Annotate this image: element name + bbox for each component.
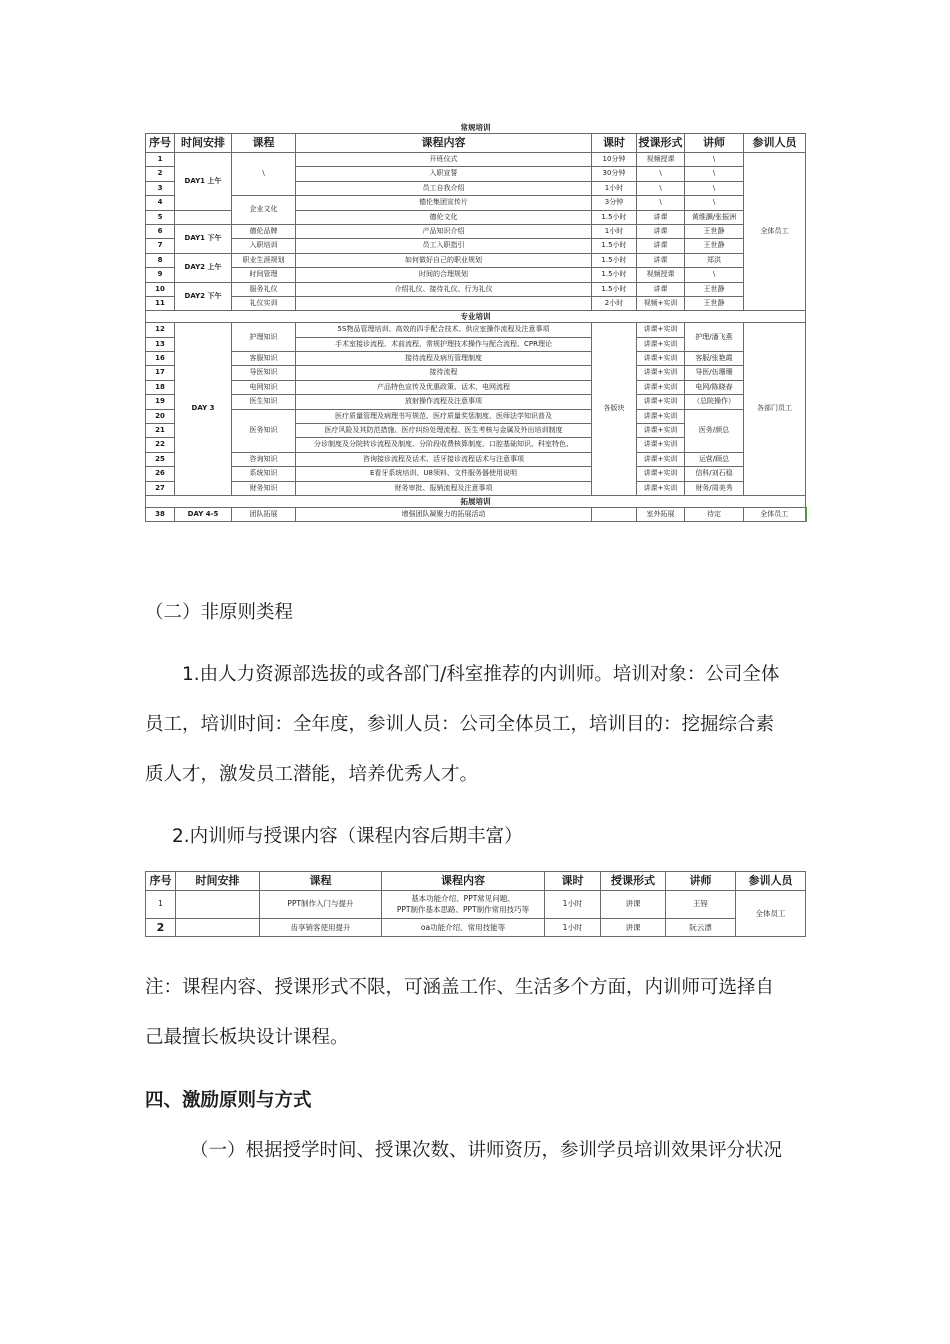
time-slot: DAY2 下午 xyxy=(175,282,232,311)
section-title: 拓展培训 xyxy=(146,495,806,507)
col-header: 授课形式 xyxy=(601,872,666,891)
section-title: 专业培训 xyxy=(146,311,806,323)
hours: 30分钟 xyxy=(592,167,637,181)
col-header: 课时 xyxy=(545,872,601,891)
form: 讲课+实训 xyxy=(637,424,685,438)
row-no: 26 xyxy=(146,467,175,481)
col-header: 课程内容 xyxy=(296,134,592,153)
paragraph-line: 2.内训师与授课内容（课程内容后期丰富） xyxy=(172,826,523,847)
hours: 3分钟 xyxy=(592,196,637,210)
time-slot: DAY 4-5 xyxy=(175,507,232,521)
course: 医生知识 xyxy=(232,395,296,409)
teacher: 运营/顾总 xyxy=(685,452,744,466)
table-row xyxy=(146,323,806,337)
content: 德伦集团宣传片 xyxy=(296,196,592,210)
row-no: 9 xyxy=(146,268,175,282)
teacher: \ xyxy=(685,196,744,210)
course: PPT制作入门与提升 xyxy=(260,891,382,919)
paragraph-line: 1.由人力资源部选拔的或各部门/科室推荐的内训师。培训对象：公司全体 xyxy=(182,664,780,685)
section-row xyxy=(146,495,806,507)
table-row xyxy=(146,196,806,210)
form: 讲课+实训 xyxy=(637,366,685,380)
time-slot: DAY1 下午 xyxy=(175,224,232,253)
paragraph-line: 员工，培训时间：全年度，参训人员：公司全体员工，培训目的：挖掘综合素 xyxy=(145,714,775,735)
form: 讲课+实训 xyxy=(637,380,685,394)
course: 导医知识 xyxy=(232,366,296,380)
content: 放射操作流程及注意事项 xyxy=(296,395,592,409)
row-no: 4 xyxy=(146,196,175,210)
time-slot: DAY 3 xyxy=(175,323,232,496)
content: 入职宣誓 xyxy=(296,167,592,181)
row-no: 5 xyxy=(146,210,175,224)
teacher: 财务/周美秀 xyxy=(685,481,744,495)
row-no: 8 xyxy=(146,253,175,267)
form: \ xyxy=(637,181,685,195)
content: 产品特色宣传及优惠政策、话术、电网流程 xyxy=(296,380,592,394)
col-header: 讲师 xyxy=(666,872,736,891)
col-header: 课程 xyxy=(232,134,296,153)
paragraph-line: （一）根据授学时间、授课次数、讲师资历，参训学员培训效果评分状况 xyxy=(190,1140,783,1161)
col-header: 参训人员 xyxy=(744,134,806,153)
content: 员工入职指引 xyxy=(296,239,592,253)
attendees: 全体员工 xyxy=(744,507,806,521)
row-no: 2 xyxy=(146,167,175,181)
paragraph-line: 质人才，激发员工潜能，培养优秀人才。 xyxy=(145,764,479,785)
form: 讲课+实训 xyxy=(637,409,685,423)
content: E看牙系统培训、U8领料、文件服务器使用说明 xyxy=(296,467,592,481)
table-row xyxy=(146,395,806,409)
hours: 1小时 xyxy=(545,919,601,937)
course: 医务知识 xyxy=(232,409,296,452)
content-line: 基本功能介绍、PPT常见问题、 xyxy=(411,894,515,904)
col-header: 课程 xyxy=(260,872,382,891)
content: 医疗质量管理及病理书写规范、医疗质量奖惩制度、医师法学知识普及 xyxy=(296,409,592,423)
col-header: 时间安排 xyxy=(175,134,232,153)
content: 开班仪式 xyxy=(296,153,592,167)
hours: 各版块 xyxy=(592,323,637,496)
form: 讲课 xyxy=(637,282,685,296)
content: 如何做好自己的职业规划 xyxy=(296,253,592,267)
form: 讲课 xyxy=(637,253,685,267)
hours: 1.5小时 xyxy=(592,253,637,267)
content: 手术室接诊流程、术前流程、常规护理技术操作与配合流程、CPR理论 xyxy=(296,337,592,351)
table-row xyxy=(146,891,806,919)
form: 视频+实训 xyxy=(637,296,685,310)
row-no: 12 xyxy=(146,323,175,337)
form: 讲课 xyxy=(601,891,666,919)
table-row xyxy=(146,366,806,380)
form: 讲课+实训 xyxy=(637,352,685,366)
time-slot: DAY2 上午 xyxy=(175,253,232,282)
course: 企业文化 xyxy=(232,196,296,225)
teacher: 导医/伍珊珊 xyxy=(685,366,744,380)
hours: 1.5小时 xyxy=(592,210,637,224)
row-no: 2 xyxy=(146,919,176,937)
hours: 1小时 xyxy=(592,224,637,238)
hours: 1.5小时 xyxy=(592,282,637,296)
content: 德伦文化 xyxy=(296,210,592,224)
content: 介绍礼仪、接待礼仪、行为礼仪 xyxy=(296,282,592,296)
form: 视频授课 xyxy=(637,153,685,167)
section-heading: 四、激励原则与方式 xyxy=(145,1090,312,1111)
form: \ xyxy=(637,167,685,181)
table-row xyxy=(146,224,806,238)
content: 医疗风险及其防范措施、医疗纠纷处理流程、医生考核与金属及外出培训制度 xyxy=(296,424,592,438)
teacher: 王世静 xyxy=(685,239,744,253)
col-header: 讲师 xyxy=(685,134,744,153)
table-row xyxy=(146,239,806,253)
content: 接待流程及病历管理制度 xyxy=(296,352,592,366)
row-no: 7 xyxy=(146,239,175,253)
course: 咨询知识 xyxy=(232,452,296,466)
section-row xyxy=(146,311,806,323)
content: 增强团队凝聚力的拓展活动 xyxy=(296,507,592,521)
form: \ xyxy=(637,196,685,210)
course: 客服知识 xyxy=(232,352,296,366)
teacher: 郑洪 xyxy=(685,253,744,267)
col-header: 序号 xyxy=(146,134,175,153)
training-schedule-table xyxy=(145,122,807,522)
teacher: 电网/陈晓春 xyxy=(685,380,744,394)
row-no: 17 xyxy=(146,366,175,380)
form: 讲课+实训 xyxy=(637,323,685,337)
row-no: 38 xyxy=(146,507,175,521)
row-no: 16 xyxy=(146,352,175,366)
row-no: 13 xyxy=(146,337,175,351)
content: 财务审批、报销流程及注意事项 xyxy=(296,481,592,495)
hours: 10分钟 xyxy=(592,153,637,167)
col-header: 授课形式 xyxy=(637,134,685,153)
col-header: 参训人员 xyxy=(736,872,806,891)
course: 职业生涯规划 xyxy=(232,253,296,267)
form: 讲课 xyxy=(601,919,666,937)
table-row xyxy=(146,282,806,296)
content: 分诊制度及分院转诊流程及制度、分阶段收费核算制度、口腔基础知识、科室特色、 xyxy=(296,438,592,452)
content: 5S物品管理培训、高效的四手配合技术、供应室操作流程及注意事项 xyxy=(296,323,592,337)
col-header: 时间安排 xyxy=(176,872,260,891)
attendees: 全体员工 xyxy=(736,891,806,937)
form: 讲课 xyxy=(637,239,685,253)
table-row xyxy=(146,352,806,366)
trainer-course-table xyxy=(145,871,806,937)
form: 讲课+实训 xyxy=(637,481,685,495)
table-header-row xyxy=(146,872,806,891)
course: 时间管理 xyxy=(232,268,296,282)
content: 接待流程 xyxy=(296,366,592,380)
attendees: 全体员工 xyxy=(744,153,806,311)
row-no: 18 xyxy=(146,380,175,394)
content: 员工自我介绍 xyxy=(296,181,592,195)
form: 讲课+实训 xyxy=(637,467,685,481)
course: \ xyxy=(232,153,296,196)
row-no: 1 xyxy=(146,891,176,919)
table-row xyxy=(146,253,806,267)
table-row xyxy=(146,153,806,167)
course: 德伦品牌 xyxy=(232,224,296,238)
subsection-heading: （二）非原则类程 xyxy=(145,602,294,623)
teacher: 王锃 xyxy=(666,891,736,919)
content: 产品知识介绍 xyxy=(296,224,592,238)
content: 咨询接诊流程及话术、活牙接诊流程话术与注意事项 xyxy=(296,452,592,466)
table-row xyxy=(146,481,806,495)
teacher: 待定 xyxy=(685,507,744,521)
row-no: 21 xyxy=(146,424,175,438)
row-no: 20 xyxy=(146,409,175,423)
form: 讲课+实训 xyxy=(637,438,685,452)
col-header: 序号 xyxy=(146,872,176,891)
teacher: 信科/刘石稳 xyxy=(685,467,744,481)
time-slot: DAY1 上午 xyxy=(175,153,232,211)
teacher: （总院操作） xyxy=(685,395,744,409)
table-row xyxy=(146,380,806,394)
hours xyxy=(592,507,637,521)
attendees: 各部门员工 xyxy=(744,323,806,496)
teacher: \ xyxy=(685,181,744,195)
row-no: 10 xyxy=(146,282,175,296)
teacher: 王世静 xyxy=(685,296,744,310)
form: 讲课 xyxy=(637,210,685,224)
row-no: 3 xyxy=(146,181,175,195)
hours: 1.5小时 xyxy=(592,239,637,253)
row-no: 22 xyxy=(146,438,175,452)
content: oa功能介绍、常用技能等 xyxy=(382,919,545,937)
teacher: \ xyxy=(685,268,744,282)
course: 团队拓展 xyxy=(232,507,296,521)
row-no: 1 xyxy=(146,153,175,167)
table-caption: 常规培训 xyxy=(460,122,491,132)
hours: 1小时 xyxy=(592,181,637,195)
col-header: 课程内容 xyxy=(382,872,545,891)
row-no: 25 xyxy=(146,452,175,466)
row-no: 27 xyxy=(146,481,175,495)
form: 视频授课 xyxy=(637,268,685,282)
form: 讲课 xyxy=(637,224,685,238)
table-row xyxy=(146,409,806,423)
note-line: 注：课程内容、授课形式不限，可涵盖工作、生活多个方面，内训师可选择自 xyxy=(145,977,775,998)
content xyxy=(382,891,545,919)
table-row xyxy=(146,452,806,466)
form: 讲课+实训 xyxy=(637,452,685,466)
hours: 1小时 xyxy=(545,891,601,919)
table-header-row xyxy=(146,134,806,153)
table-row xyxy=(146,919,806,937)
hours: 2小时 xyxy=(592,296,637,310)
teacher: 王世静 xyxy=(685,224,744,238)
teacher: \ xyxy=(685,167,744,181)
table-row xyxy=(146,507,806,521)
table-row xyxy=(146,296,806,310)
row-no: 6 xyxy=(146,224,175,238)
teacher: 护理/潘飞燕 xyxy=(685,323,744,352)
hours: 1.5小时 xyxy=(592,268,637,282)
form: 讲课+实训 xyxy=(637,395,685,409)
course: 服务礼仪 xyxy=(232,282,296,296)
content-line: PPT制作基本思路、PPT制作常用技巧等 xyxy=(396,904,530,914)
col-header: 课时 xyxy=(592,134,637,153)
teacher: 医务/颜总 xyxy=(685,409,744,452)
course: 齿享销客使用提升 xyxy=(260,919,382,937)
time-slot xyxy=(176,919,260,937)
row-no: 19 xyxy=(146,395,175,409)
course: 财务知识 xyxy=(232,481,296,495)
teacher: 黄维灏/张振洲 xyxy=(685,210,744,224)
teacher: \ xyxy=(685,153,744,167)
table-row xyxy=(146,268,806,282)
teacher: 王世静 xyxy=(685,282,744,296)
row-no: 11 xyxy=(146,296,175,310)
note-line: 己最擅长板块设计课程。 xyxy=(145,1027,349,1048)
course: 礼仪实训 xyxy=(232,296,296,310)
table-row xyxy=(146,467,806,481)
course: 护理知识 xyxy=(232,323,296,352)
teacher: 客服/张艳霞 xyxy=(685,352,744,366)
teacher: 阮云漂 xyxy=(666,919,736,937)
content xyxy=(296,296,592,310)
course: 电网知识 xyxy=(232,380,296,394)
time-slot xyxy=(175,210,232,224)
course: 入职培训 xyxy=(232,239,296,253)
time-slot xyxy=(176,891,260,919)
course: 系统知识 xyxy=(232,467,296,481)
form: 室外拓展 xyxy=(637,507,685,521)
form: 讲课+实训 xyxy=(637,337,685,351)
content: 时间的合理规划 xyxy=(296,268,592,282)
